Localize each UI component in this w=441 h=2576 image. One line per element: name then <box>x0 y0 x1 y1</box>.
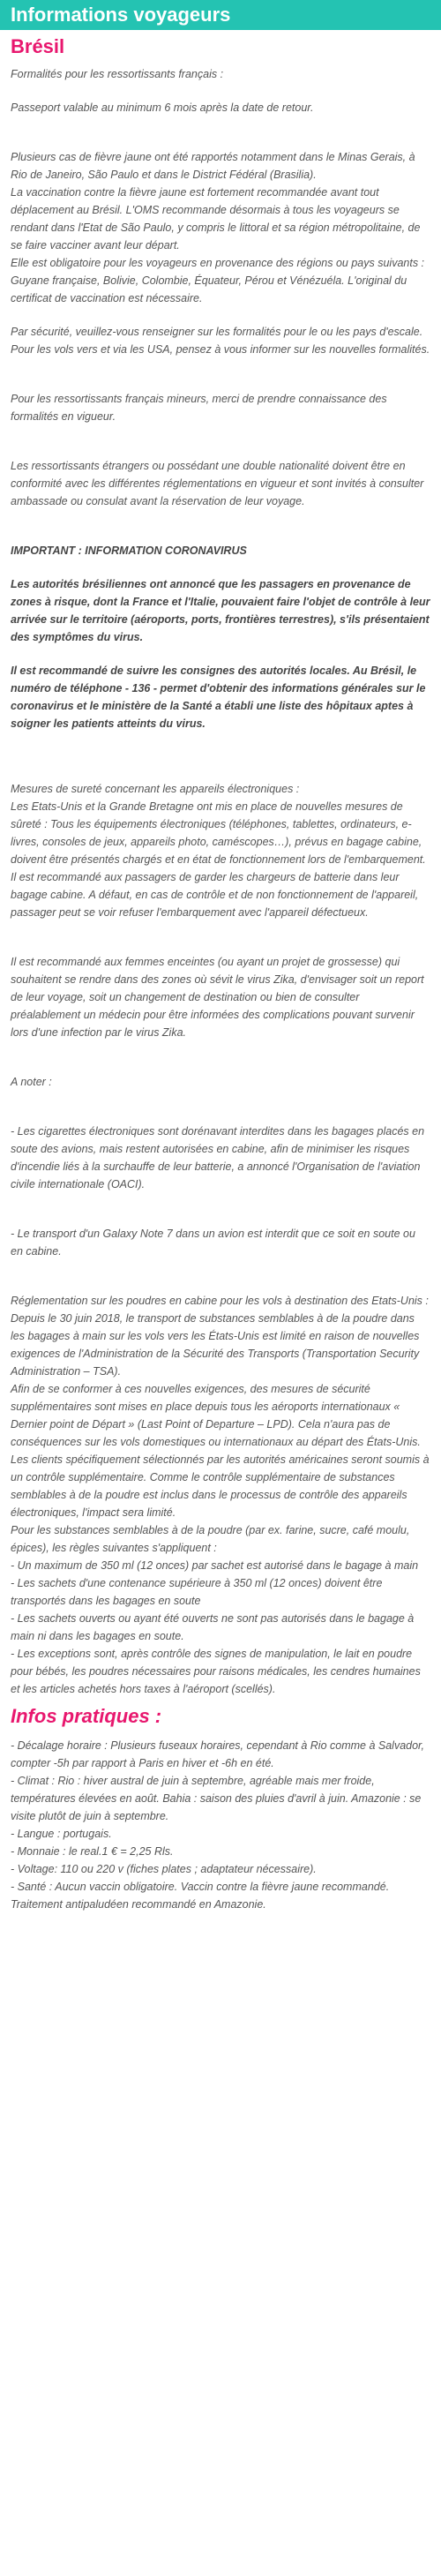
electronics-measures: Les Etats-Unis et la Grande Bretagne ont mis en place de nouvelles mesures de sûreté : Tous les équipements électroniques (téléphones, tablettes, ordinateurs, e-livres, consoles de jeux, appareils photo, caméscopes…), prévus en bagage cabine, doivent être présentés chargés et en état de fonctionnement lors de l'embarquement. <box>11 800 426 866</box>
info-item-voltage: - Voltage: 110 ou 220 v (fiches plates ; adaptateur nécessaire). <box>11 1863 317 1875</box>
electronics-heading: Mesures de sureté concernant les appareils électroniques : <box>11 783 300 795</box>
powder-rules-selected-clients: Les clients spécifiquement sélectionnés par les autorités américaines seront soumis à un contrôle supplémentaire. Comme le contrôle supplémentaire de substances semblables à de la poudre est inclus dans le processus de contrôle des appareils électroniques, l'impact sera limité. <box>11 1453 430 1519</box>
foreign-nationals-text: Les ressortissants étrangers ou possédant une double nationalité doivent être en conformité avec les différentes réglementations en vigueur et sont invités à consulter ambassade ou consulat avant la réservation de leur voyage. <box>11 460 424 507</box>
powder-rules-measures: Afin de se conformer à ces nouvelles exigences, des mesures de sécurité supplémentaires sont mises en place depuis tous les aéroports internationaux « Dernier point de Départ » (Last Point of Departure – LPD). Cela n'aura pas de conséquences sur les vols domestiques ou internationaux au départ des États-Unis. <box>11 1383 421 1448</box>
info-item-currency: - Monnaie : le real.1 € = 2,25 Rls. <box>11 1845 174 1858</box>
stopover-formalities: Par sécurité, veuillez-vous renseigner sur les formalités pour le ou les pays d'escale. <box>11 326 423 338</box>
usa-formalities: Pour les vols vers et via les USA, pensez à vous informer sur les nouvelles formalités. <box>11 343 430 356</box>
powder-rules-intro: Pour les substances semblables à de la poudre (par ex. farine, sucre, café moulu, épices), les règles suivantes s'appliquent : <box>11 1524 410 1554</box>
yellow-fever-cases: Plusieurs cas de fièvre jaune ont été rapportés notamment dans le Minas Gerais, à Rio de Janeiro, São Paulo et dans le District Fédéral (Brasilia). <box>11 151 415 181</box>
country-heading: Brésil <box>11 35 65 57</box>
powder-rule-350ml: - Un maximum de 350 ml (12 onces) par sachet est autorisé dans le bagage à main <box>11 1559 419 1572</box>
main-content <box>0 34 441 1922</box>
powder-rules-heading: Réglementation sur les poudres en cabine pour les vols à destination des Etats-Unis : <box>11 1295 429 1307</box>
info-item-language: - Langue : portugais. <box>11 1828 112 1840</box>
powder-rules-since: Depuis le 30 juin 2018, le transport de substances semblables à de la poudre dans les bagages à main sur les vols vers les États-Unis est limité en raison de nouvelles exigences de l'Administration de la Sécurité des Transports (Transportation Security Administration – TSA). <box>11 1312 420 1378</box>
passport-text: Passeport valable au minimum 6 mois après la date de retour. <box>11 101 314 114</box>
coronavirus-local-advice: Il est recommandé de suivre les consignes des autorités locales. Au Brésil, le numéro de téléphone - 136 - permet d'obtenir des informations générales sur le coronavirus et le ministère de la Santé a établi une liste des hôpitaux aptes à soigner les patients atteints du virus. <box>11 665 426 730</box>
coronavirus-heading: IMPORTANT : INFORMATION CORONAVIRUS <box>11 544 247 557</box>
minors-formalities: Pour les ressortissants français mineurs, merci de prendre connaissance des formalités en vigueur. <box>11 393 387 423</box>
powder-rule-over-350ml: - Les sachets d'une contenance supérieure à 350 ml (12 onces) doivent être transportés dans les bagages en soute <box>11 1577 383 1607</box>
info-item-health: - Santé : Aucun vaccin obligatoire. Vaccin contre la fièvre jaune recommandé. Traitement antipaludéen recommandé en Amazonie. <box>11 1881 390 1911</box>
formalities-heading: Formalités pour les ressortissants français : <box>11 68 224 80</box>
info-item-time-difference: - Décalage horaire : Plusieurs fuseaux horaires, cependant à Rio comme à Salvador, compter -5h par rapport à Paris en hiver et -6h en été. <box>11 1739 425 1769</box>
yellow-fever-recommendation: La vaccination contre la fièvre jaune est fortement recommandée avant tout déplacement au Brésil. L'OMS recommande désormais à tous les voyageurs se rendant dans l'Etat de São Paulo, y compris le littoral et sa région métropolitaine, de se faire vacciner avant leur départ. <box>11 186 421 252</box>
powder-rule-exceptions: - Les exceptions sont, après contrôle des signes de manipulation, le lait en poudre pour bébés, les poudres nécessaires pour raisons médicales, les cendres humaines et les articles achetés hors taxes à l'aéroport (scellés). <box>11 1648 421 1695</box>
page-title: Informations voyageurs <box>11 4 231 26</box>
page-header <box>0 0 441 30</box>
yellow-fever-mandatory: Elle est obligatoire pour les voyageurs en provenance des régions ou pays suivants : Guyane française, Bolivie, Colombie, Équateur, Pérou et Vénézuéla. L'original du certificat de vaccination est nécessaire. <box>11 257 425 304</box>
e-cigarettes-note: - Les cigarettes électroniques sont dorénavant interdites dans les bagages placés en soute des avions, mais restent autorisées en cabine, afin de minimiser les risques d'incendie liés à la surchauffe de leur batterie, a annoncé l'Organisation de l'aviation civile internationale (OACI). <box>11 1125 425 1190</box>
powder-rule-opened: - Les sachets ouverts ou ayant été ouverts ne sont pas autorisés dans le bagage à main ni dans les bagages en soute. <box>11 1612 415 1642</box>
zika-advice: Il est recommandé aux femmes enceintes (ou ayant un projet de grossesse) qui souhaitent se rendre dans des zones où sévit le virus Zika, d'envisager soit un report de leur voyage, soit un changement de destination ou bien de consulter préalablement un médecin pour être informées des complications pouvant survenir lors d'une infection par le virus Zika. <box>11 956 424 1039</box>
galaxy-note-7-note: - Le transport d'un Galaxy Note 7 dans un avion est interdit que ce soit en soute ou en cabine. <box>11 1228 415 1258</box>
note-heading: A noter : <box>11 1076 52 1088</box>
infos-pratiques-heading: Infos pratiques : <box>11 1705 162 1727</box>
electronics-chargers: Il est recommandé aux passagers de garder les chargeurs de batterie dans leur bagage cabine. A défaut, en cas de contrôle et de non fonctionnement de l'appareil, passager peut se voir refuser l'embarquement avec l'appareil défectueux. <box>11 871 419 919</box>
coronavirus-controls: Les autorités brésiliennes ont annoncé que les passagers en provenance de zones à risque, dont la France et l'Italie, pouvaient faire l'objet de contrôle à leur arrivée sur le territoire (aéroports, ports, frontières terrestres), s'ils présentaient des symptômes du virus. <box>11 578 430 643</box>
info-item-climate: - Climat : Rio : hiver austral de juin à septembre, agréable mais mer froide, températures élevées en août. Bahia : saison des pluies d'avril à juin. Amazonie : se visite plutôt de juin à septembre. <box>11 1775 422 1822</box>
infos-pratiques-list <box>11 1737 430 1913</box>
